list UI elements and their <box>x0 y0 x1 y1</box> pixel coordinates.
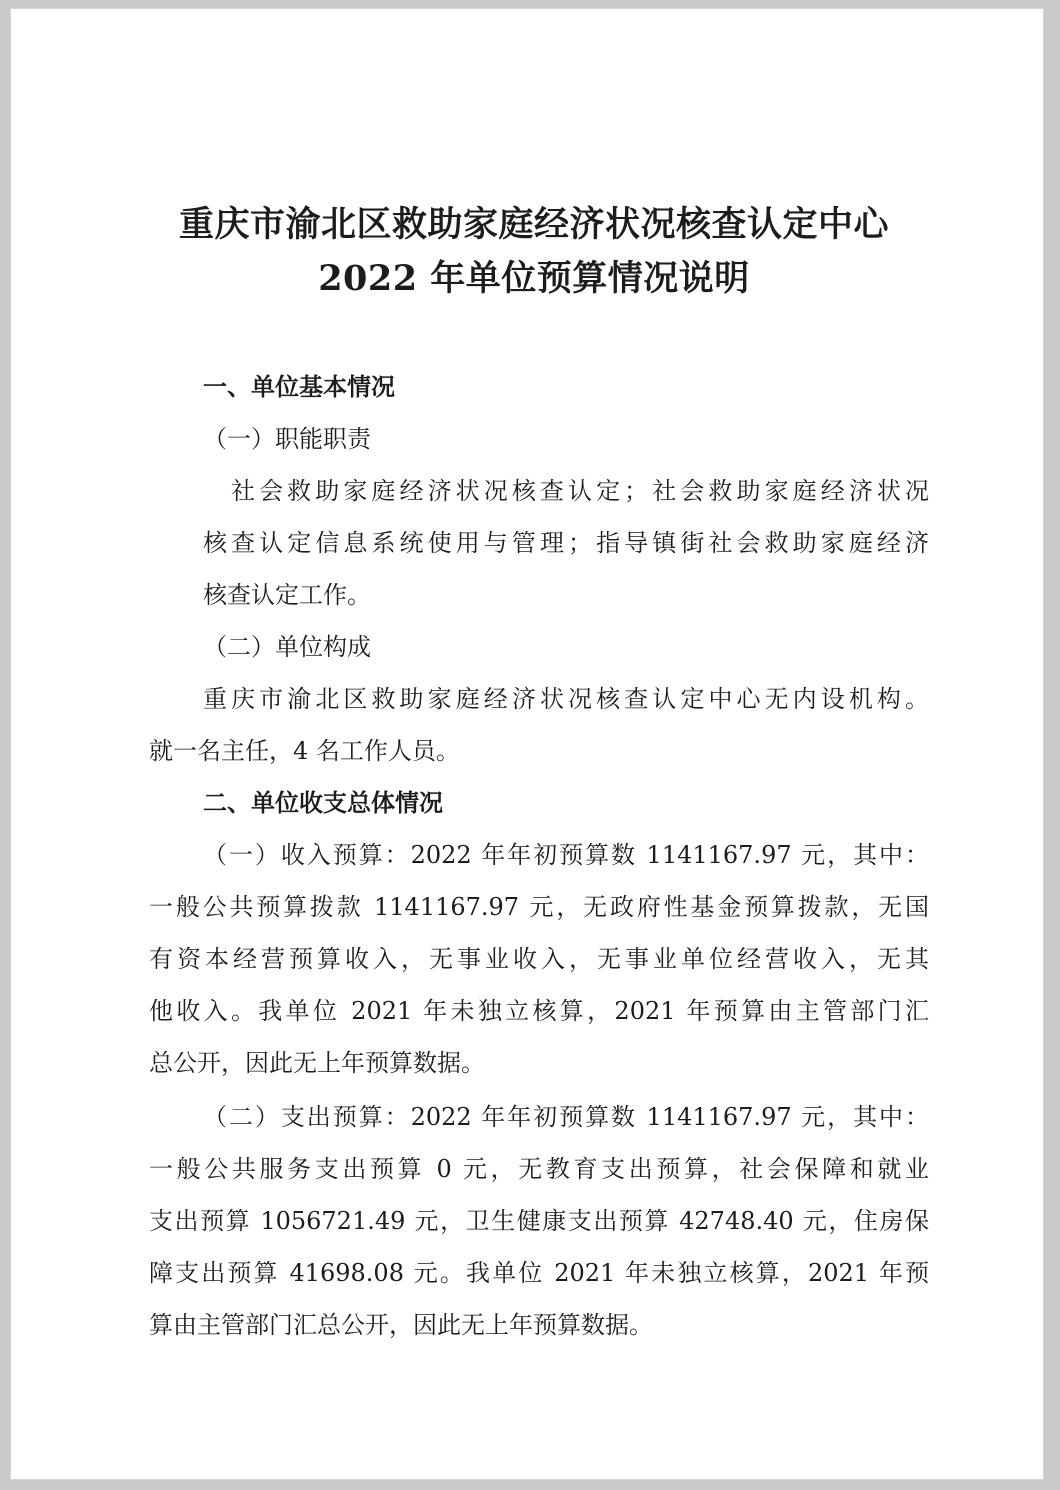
expense-line-5: 算由主管部门汇总公开，因此无上年预算数据。 <box>149 1311 653 1339</box>
expense-line-4: 障支出预算 41698.08 元。我单位 2021 年未独立核算，2021 年预 <box>149 1259 929 1287</box>
expense-line-2: 一般公共服务支出预算 0 元，无教育支出预算，社会保障和就业 <box>149 1155 929 1183</box>
section2-heading: 二、单位收支总体情况 <box>203 788 443 817</box>
income-line-2: 一般公共预算拨款 1141167.97 元，无政府性基金预算拨款，无国 <box>149 893 929 921</box>
duty-line-3: 核查认定工作。 <box>203 581 371 609</box>
duty-line-2: 核查认定信息系统使用与管理；指导镇街社会救助家庭经济 <box>203 529 929 557</box>
composition-line-1: 重庆市渝北区救助家庭经济状况核查认定中心无内设机构。 <box>203 685 929 713</box>
income-line-5: 总公开，因此无上年预算数据。 <box>149 1049 485 1077</box>
expense-line-3: 支出预算 1056721.49 元，卫生健康支出预算 42748.40 元，住房保 <box>149 1207 929 1235</box>
section1-sub2-heading: （二）单位构成 <box>203 633 371 661</box>
income-line-3: 有资本经营预算收入，无事业收入，无事业单位经营收入，无其 <box>149 945 929 973</box>
document-title-line1: 重庆市渝北区救助家庭经济状况核查认定中心 <box>178 204 889 245</box>
section1-sub1-heading: （一）职能职责 <box>203 425 371 453</box>
section1-heading: 一、单位基本情况 <box>203 372 395 401</box>
document-page <box>10 8 1044 1480</box>
expense-line-1: （二）支出预算：2022 年年初预算数 1141167.97 元，其中： <box>203 1103 929 1131</box>
document-title-line2: 2022 年单位预算情况说明 <box>318 258 750 299</box>
composition-line-2: 就一名主任，4 名工作人员。 <box>149 737 460 765</box>
income-line-4: 他收入。我单位 2021 年未独立核算，2021 年预算由主管部门汇 <box>149 997 929 1025</box>
duty-line-1: 社会救助家庭经济状况核查认定；社会救助家庭经济状况 <box>231 477 929 505</box>
income-line-1: （一）收入预算：2022 年年初预算数 1141167.97 元，其中： <box>203 841 929 869</box>
